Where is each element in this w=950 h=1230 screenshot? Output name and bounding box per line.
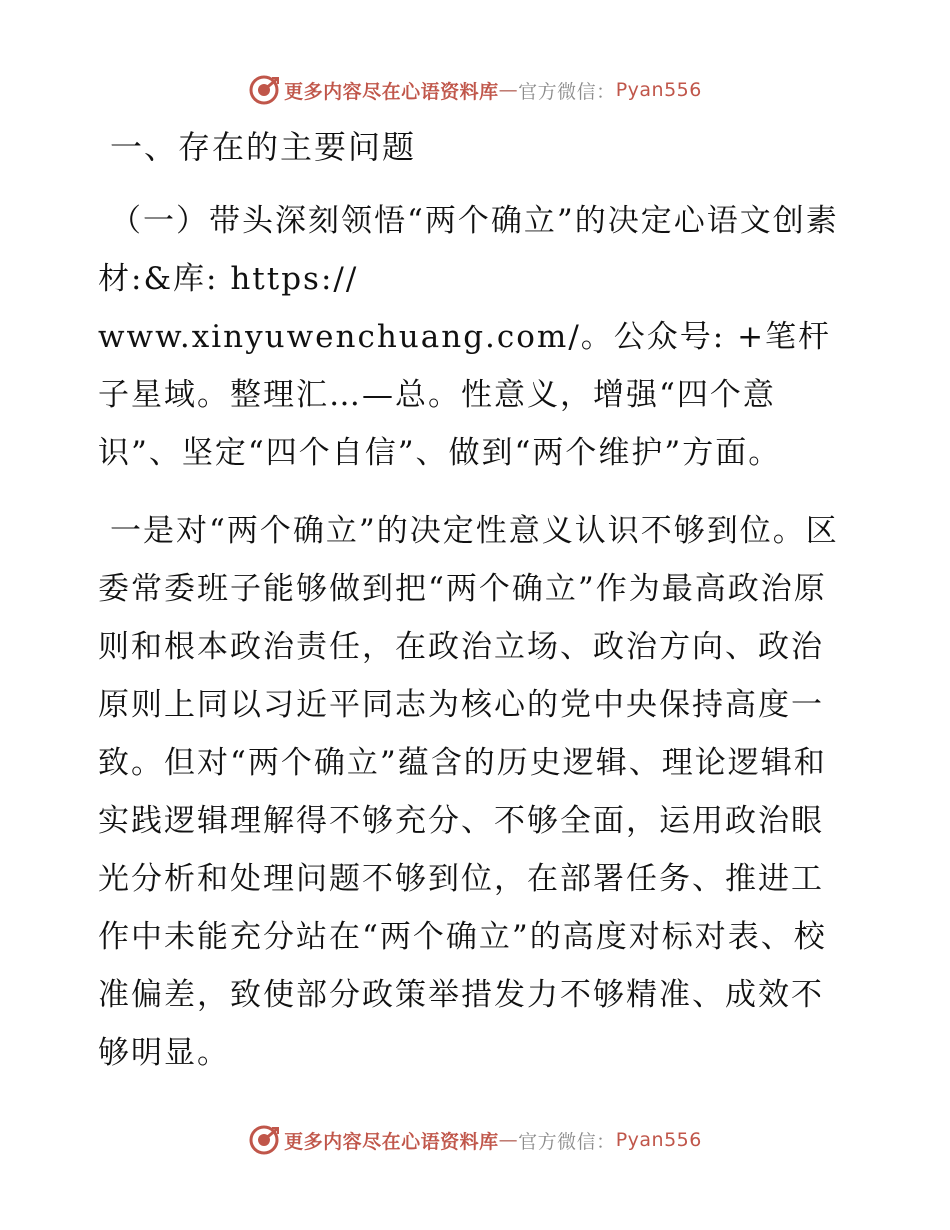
brand-logo-icon (248, 1124, 280, 1156)
section-heading: 一、存在的主要问题 (110, 128, 417, 166)
watermark-wechat-id: Pyan556 (615, 1129, 702, 1151)
header-watermark (0, 70, 950, 110)
watermark-brand-text: 更多内容尽在心语资料库 (284, 80, 499, 103)
watermark-brand-text: 更多内容尽在心语资料库 (284, 1130, 499, 1153)
watermark-official-label: 官方微信： (518, 1130, 616, 1153)
watermark-official-label: 官方微信： (518, 80, 616, 103)
subheading-paragraph: （一）带头深刻领悟“两个确立”的决定心语文创素材:&库: https:// www.xinyuwenchuang.com/。公众号: +笔杆子星域。整理汇…—总。性意义，增强“四个意识”、坚定“四个自信”、做到“两个维护”方面。 (98, 203, 839, 471)
brand-logo-icon (248, 74, 280, 106)
watermark-wechat-id: Pyan556 (615, 79, 702, 101)
body-paragraph: 一是对“两个确立”的决定性意义认识不够到位。区委常委班子能够做到把“两个确立”作为最高政治原则和根本政治责任，在政治立场、政治方向、政治原则上同以习近平同志为核心的党中央保持高度一致。但对“两个确立”蕴含的历史逻辑、理论逻辑和实践逻辑理解得不够充分、不够全面，运用政治眼光分析和处理问题不够到位，在部署任务、推进工作中未能充分站在“两个确立”的高度对标对表、校准偏差，致使部分政策举措发力不够精准、成效不够明显。 (98, 513, 839, 1071)
footer-watermark (0, 1120, 950, 1160)
watermark-dash: — (498, 79, 519, 101)
watermark-dash: — (498, 1129, 519, 1151)
